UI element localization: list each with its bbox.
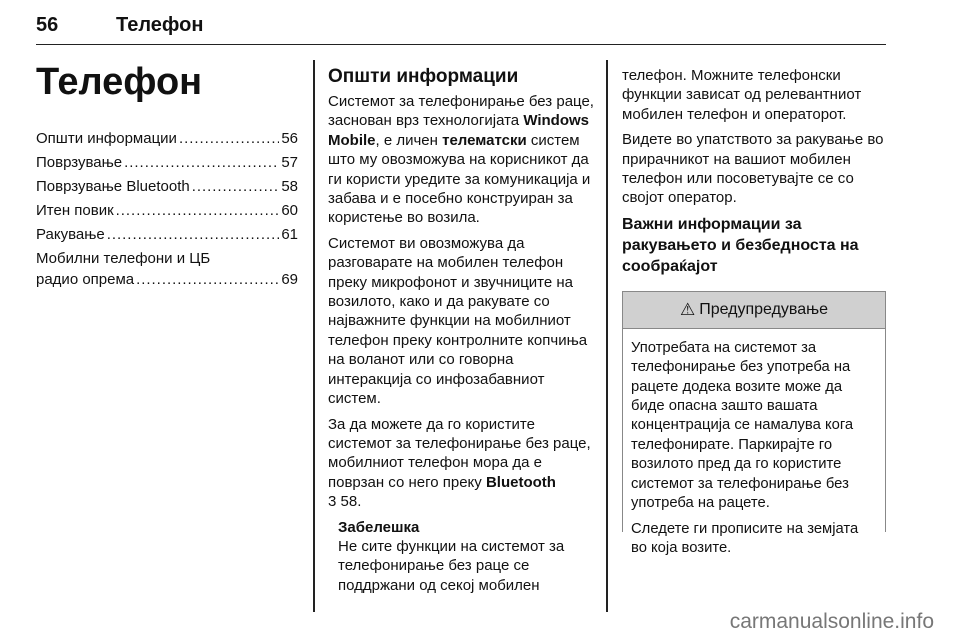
warning-header (623, 292, 885, 329)
toc-item[interactable]: Општи информации . . . 56 (36, 128, 298, 149)
toc-item[interactable]: Ракување . . . 61 (36, 224, 298, 245)
warning-box (622, 291, 886, 556)
page-reference[interactable]: 3 58. (328, 493, 362, 511)
warning-title: Предупредување (699, 300, 829, 318)
warning-text: Употребата на системот за телефонирање без употреба на рацете додека возите може да биде опасна зашто вашата концентрација се намалува кога телефонирате. Паркирајте го возилото пред да го користите системот за телефонирање без употреба на рацете. (631, 339, 854, 512)
toc-item[interactable]: Поврзување Bluetooth . . . 58 (36, 176, 298, 197)
warning-triangle-icon: ⚠ (679, 299, 696, 319)
subsection-heading: Важни информации за ракувањето и безбедноста на сообраќајот (622, 215, 859, 275)
page-number: 56 (36, 14, 59, 36)
paragraph: телефон. Можните телефонски функции зависат од релевантниот мобилен телефон и операторот. (622, 67, 862, 123)
toc-item[interactable]: Поврзување . . . 57 (36, 152, 298, 173)
column-divider-left (313, 60, 315, 612)
header-section-title: Телефон (116, 14, 204, 36)
toc-item[interactable]: Мобилни телефони и ЦБ радио опрема . . . 69 (36, 248, 298, 290)
chapter-title: Телефон (36, 61, 203, 103)
right-column (622, 66, 886, 556)
note-text: Не сите функции на системот за телефонирање без раце се поддржани од секој мобилен (338, 537, 565, 594)
toc-column (36, 62, 298, 293)
watermark: carmanualsonline.info (729, 610, 934, 633)
intro-paragraph: Системот за телефонирање без раце, заснован врз технологијата Windows Mobile, е личен телематски систем што му овозможува на корисникот да ги користи уредите за комуникација и забава и е посебно конструиран за користење во возила. (328, 93, 594, 227)
middle-column (328, 66, 594, 601)
table-of-contents (36, 128, 298, 290)
toc-item[interactable]: Итен повик . . . 60 (36, 200, 298, 221)
note-title: Забелешка (338, 518, 420, 536)
paragraph: Видете во упатството за ракување во прирачникот на вашиот мобилен телефон или посоветувајте се со својот оператор. (622, 131, 884, 207)
page-header (36, 14, 886, 45)
column-divider-right (606, 60, 608, 612)
paragraph: За да можете да го користите системот за телефонирање без раце, мобилниот телефон мора да е поврзан со него преку Bluetooth 3 58. (328, 415, 591, 511)
section-heading: Општи информации (328, 66, 519, 87)
warning-body (623, 329, 885, 558)
note-block (328, 518, 594, 596)
warning-text: Следете ги прописите на земјата во која возите. (631, 520, 859, 556)
paragraph: Системот ви овозможува да разговарате на мобилен телефон преку микрофонот и звучниците на возилото, како и да ракувате со најважните функции на мобилниот телефон преку контролните копчиња на воланот или со говорна интеракција со инфозабавниот систем. (328, 234, 588, 408)
